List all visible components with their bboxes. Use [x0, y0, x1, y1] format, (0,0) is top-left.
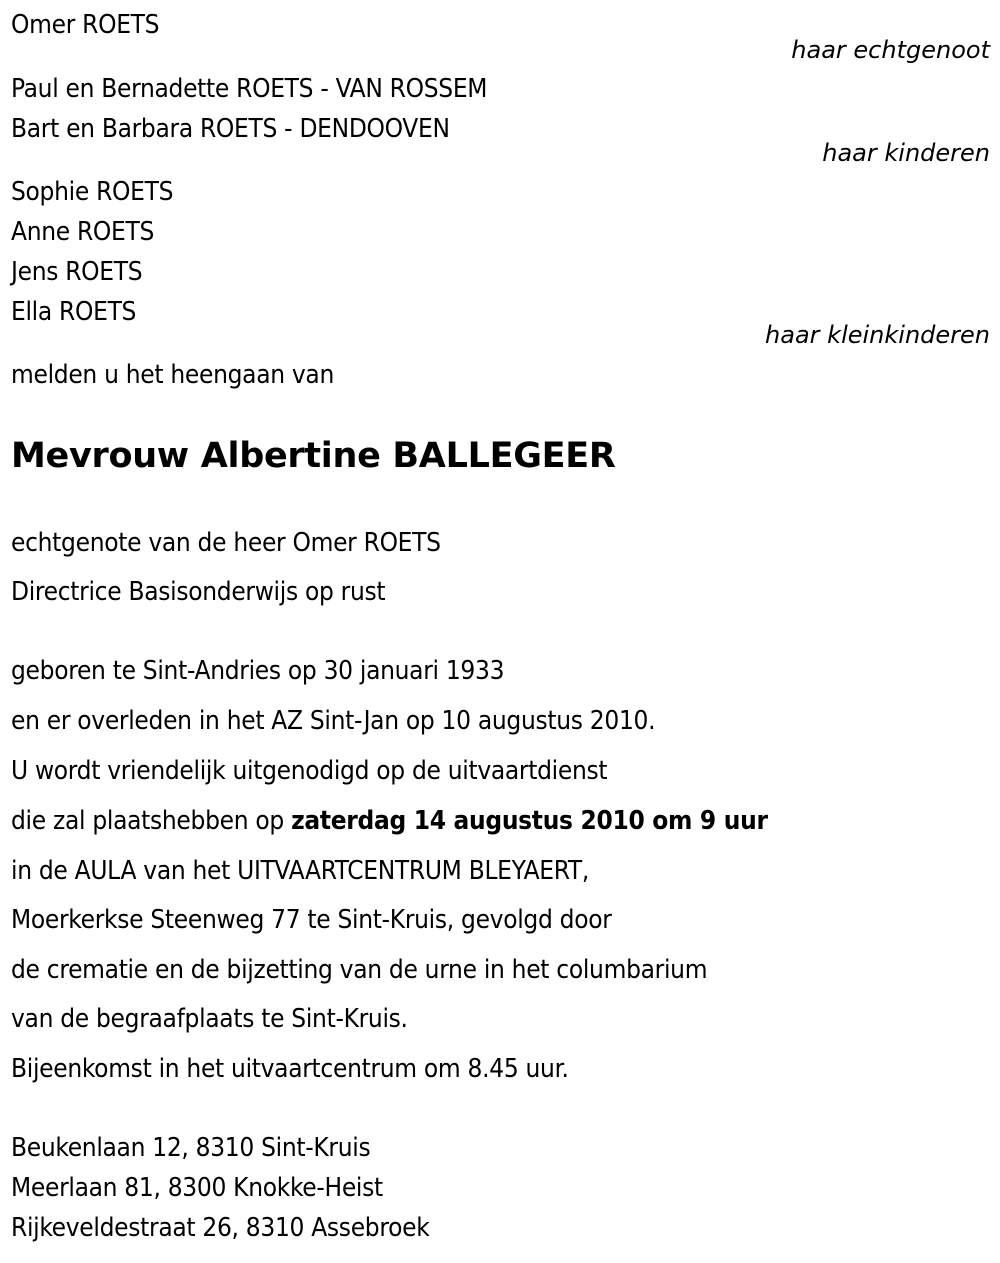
deceased-detail: Directrice Basisonderwijs op rust — [11, 577, 386, 607]
body-line: van de begraafplaats te Sint-Kruis. — [11, 1004, 408, 1034]
grandchild-name: Sophie ROETS — [11, 177, 174, 207]
grandchild-name: Jens ROETS — [11, 257, 143, 287]
deceased-name: Mevrouw Albertine BALLEGEER — [11, 436, 616, 476]
spouse-name: Omer ROETS — [11, 10, 160, 40]
body-line: de crematie en de bijzetting van de urne in het columbarium — [11, 955, 708, 985]
grandchildren-role: haar kleinkinderen — [765, 321, 990, 349]
address-line: Rijkeveldestraat 26, 8310 Assebroek — [11, 1213, 430, 1243]
address-line: Beukenlaan 12, 8310 Sint-Kruis — [11, 1133, 371, 1163]
address-line: Meerlaan 81, 8300 Knokke-Heist — [11, 1173, 383, 1203]
ceremony-prefix: die zal plaatshebben op — [11, 806, 292, 836]
ceremony-datetime: zaterdag 14 augustus 2010 om 9 uur — [291, 806, 768, 836]
ceremony-line — [11, 806, 768, 836]
child-name: Bart en Barbara ROETS - DENDOOVEN — [11, 114, 450, 144]
grandchild-name: Anne ROETS — [11, 217, 155, 247]
body-line: U wordt vriendelijk uitgenodigd op de uitvaartdienst — [11, 756, 608, 786]
body-line: Moerkerkse Steenweg 77 te Sint-Kruis, gevolgd door — [11, 905, 612, 935]
body-line: Bijeenkomst in het uitvaartcentrum om 8.45 uur. — [11, 1054, 569, 1084]
body-line: in de AULA van het UITVAARTCENTRUM BLEYAERT, — [11, 856, 589, 886]
intro-text: melden u het heengaan van — [11, 360, 334, 390]
body-line: en er overleden in het AZ Sint-Jan op 10 augustus 2010. — [11, 706, 656, 736]
child-name: Paul en Bernadette ROETS - VAN ROSSEM — [11, 74, 488, 104]
children-role: haar kinderen — [822, 139, 990, 167]
grandchild-name: Ella ROETS — [11, 297, 137, 327]
spouse-role: haar echtgenoot — [791, 36, 990, 64]
deceased-detail: echtgenote van de heer Omer ROETS — [11, 528, 441, 558]
body-line: geboren te Sint-Andries op 30 januari 1933 — [11, 656, 505, 686]
